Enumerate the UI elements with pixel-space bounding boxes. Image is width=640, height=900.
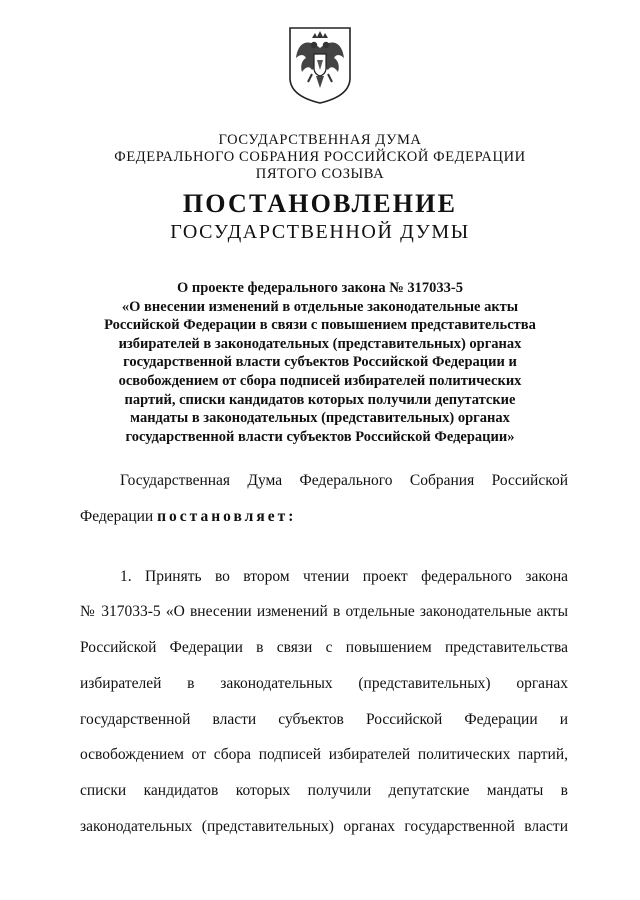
title-line: Российской Федерации в связи с повышением представительства [104, 317, 536, 334]
body-line: № 317033-5 «О внесении изменений в отдельные законодательные акты [80, 603, 568, 620]
coat-of-arms-emblem [286, 24, 354, 106]
preamble-text: Федерации [80, 508, 154, 525]
body-line: списки кандидатов которых получили депутатские мандаты в [80, 782, 568, 799]
title-line: освобождением от сбора подписей избирателей политических [118, 372, 522, 389]
header-line-1: ГОСУДАРСТВЕННАЯ ДУМА [218, 132, 422, 148]
title-line: мандаты в законодательных (представительных) органах [130, 410, 510, 427]
header-line-3: ПЯТОГО СОЗЫВА [255, 166, 385, 182]
title-line: «О внесении изменений в отдельные законодательные акты [121, 298, 519, 315]
body-line: освобождением от сбора подписей избирателей политических партий, [80, 746, 568, 763]
title-line: партий, списки кандидатов которых получили депутатские [124, 391, 516, 408]
preamble-emphasis: постановляет: [157, 508, 297, 525]
title-line: государственной власти субъектов Российской Федерации» [125, 428, 515, 445]
title-line: О проекте федерального закона № 317033-5 [176, 280, 464, 296]
body-line: государственной власти субъектов Российской Федерации и [80, 711, 568, 728]
document-type-subtitle: ГОСУДАРСТВЕННОЙ ДУМЫ [170, 221, 470, 243]
title-line: избирателей в законодательных (представительных) органах [118, 335, 522, 352]
resolution-subject-title [60, 279, 580, 446]
document-type-title: ПОСТАНОВЛЕНИЕ [182, 189, 458, 218]
body-line: избирателей в законодательных (представительных) органах [80, 675, 568, 692]
header-line-2: ФЕДЕРАЛЬНОГО СОБРАНИЯ РОССИЙСКОЙ ФЕДЕРАЦИИ [114, 149, 526, 165]
preamble-line-2 [80, 507, 568, 527]
body-line: 1. Принять во втором чтении проект федерального закона [120, 568, 568, 585]
preamble-line-1: Государственная Дума Федерального Собрания Российской [120, 472, 568, 489]
title-line: государственной власти субъектов Российской Федерации и [123, 354, 517, 371]
body-line: Российской Федерации в связи с повышением представительства [80, 639, 568, 656]
issuing-authority-header [0, 132, 640, 183]
body-line: законодательных (представительных) органах государственной власти [80, 818, 568, 835]
